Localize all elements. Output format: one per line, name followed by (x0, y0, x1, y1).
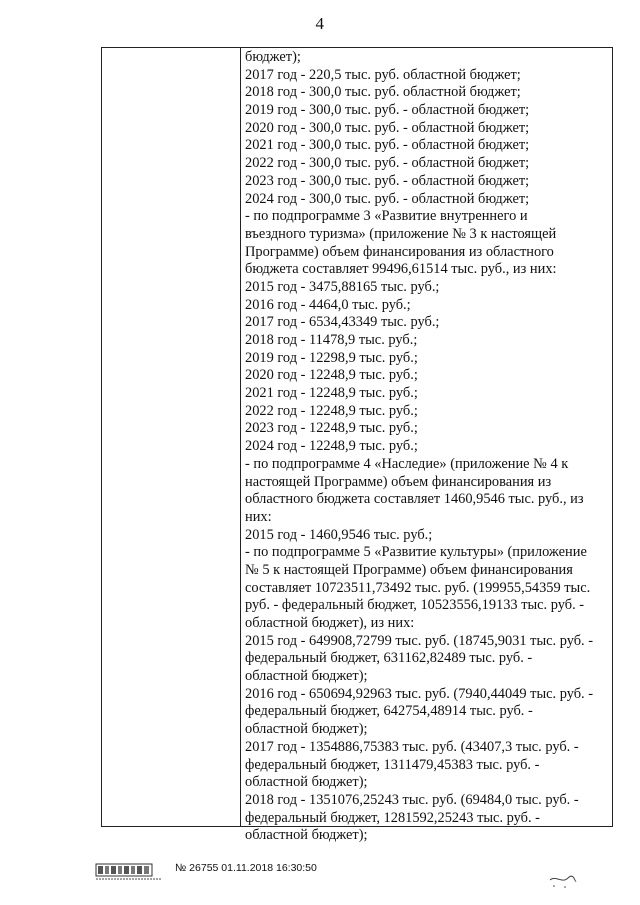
text-line: 2022 год - 12248,9 тыс. руб.; (245, 402, 418, 419)
scan-mark-icon (548, 872, 578, 890)
text-line: 2024 год - 12248,9 тыс. руб.; (245, 438, 418, 455)
text-line: областной бюджет); (245, 774, 368, 791)
text-line: 2015 год - 3475,88165 тыс. руб.; (245, 278, 440, 295)
text-line: областной бюджет), из них: (245, 615, 415, 631)
text-line: Программе) объем финансирования из областного (245, 243, 554, 260)
footer (95, 858, 495, 898)
text-line: 2018 год - 1351076,25243 тыс. руб. (69484,0 тыс. руб. - (245, 791, 579, 808)
text-line: 2020 год - 300,0 тыс. руб. - областной бюджет; (245, 119, 530, 136)
text-line: 2017 год - 220,5 тыс. руб. областной бюджет; (245, 66, 521, 83)
text-line: федеральный бюджет, 642754,48914 тыс. руб. - (245, 703, 533, 720)
text-line: 2017 год - 6534,43349 тыс. руб.; (245, 314, 440, 331)
text-line: бюджета составляет 99496,61514 тыс. руб., из них: (245, 261, 557, 278)
text-line: бюджет); (245, 49, 301, 65)
text-line: 2021 год - 12248,9 тыс. руб.; (245, 385, 418, 402)
text-line: 2015 год - 649908,72799 тыс. руб. (18745,9031 тыс. руб. - (245, 632, 594, 649)
registration-stamp-icon (95, 860, 165, 882)
column-divider (240, 48, 241, 826)
text-line: - по подпрограмме 3 «Развитие внутреннего и (245, 208, 528, 225)
text-line: областной бюджет); (245, 668, 368, 685)
text-line: 2023 год - 12248,9 тыс. руб.; (245, 420, 418, 437)
table-cell-funding-text (245, 48, 611, 845)
text-line: федеральный бюджет, 631162,82489 тыс. руб. - (245, 650, 533, 667)
text-line: 2017 год - 1354886,75383 тыс. руб. (43407,3 тыс. руб. - (245, 738, 579, 755)
text-line: 2022 год - 300,0 тыс. руб. - областной бюджет; (245, 155, 530, 172)
text-line: 2016 год - 650694,92963 тыс. руб. (7940,44049 тыс. руб. - (245, 685, 594, 702)
text-line: 2018 год - 300,0 тыс. руб. областной бюджет; (245, 84, 521, 101)
text-line: областного бюджета составляет 1460,9546 тыс. руб., из (245, 491, 584, 508)
text-line: федеральный бюджет, 1281592,25243 тыс. руб. - (245, 809, 540, 826)
text-line: 2015 год - 1460,9546 тыс. руб.; (245, 526, 433, 543)
text-line: федеральный бюджет, 1311479,45383 тыс. руб. - (245, 756, 540, 773)
text-line: 2019 год - 300,0 тыс. руб. - областной бюджет; (245, 102, 530, 119)
text-line: - по подпрограмме 4 «Наследие» (приложение № 4 к (245, 455, 569, 472)
text-line: № 5 к настоящей Программе) объем финансирования (245, 561, 573, 578)
text-line: въездного туризма» (приложение № 3 к настоящей (245, 225, 557, 242)
text-line: настоящей Программе) объем финансирования из (245, 473, 552, 490)
text-line: областной бюджет); (245, 827, 368, 844)
text-line: 2018 год - 11478,9 тыс. руб.; (245, 332, 418, 348)
text-line: - по подпрограмме 5 «Развитие культуры» (приложение (245, 544, 587, 561)
text-line: 2024 год - 300,0 тыс. руб. - областной бюджет; (245, 190, 530, 207)
text-line: 2023 год - 300,0 тыс. руб. - областной бюджет; (245, 172, 530, 189)
text-line: 2020 год - 12248,9 тыс. руб.; (245, 367, 418, 384)
text-line: 2016 год - 4464,0 тыс. руб.; (245, 296, 411, 313)
text-line: областной бюджет); (245, 721, 368, 738)
text-line: них: (245, 508, 272, 525)
page-number: 4 (315, 14, 325, 33)
document-table (101, 47, 613, 844)
text-line: 2021 год - 300,0 тыс. руб. - областной бюджет; (245, 137, 530, 154)
document-registration-number: № 26755 01.11.2018 16:30:50 (175, 862, 317, 874)
text-line: руб. - федеральный бюджет, 10523556,19133 тыс. руб. - (245, 597, 585, 614)
text-line: 2019 год - 12298,9 тыс. руб.; (245, 349, 418, 366)
text-line: составляет 10723511,73492 тыс. руб. (199955,54359 тыс. (245, 579, 591, 596)
